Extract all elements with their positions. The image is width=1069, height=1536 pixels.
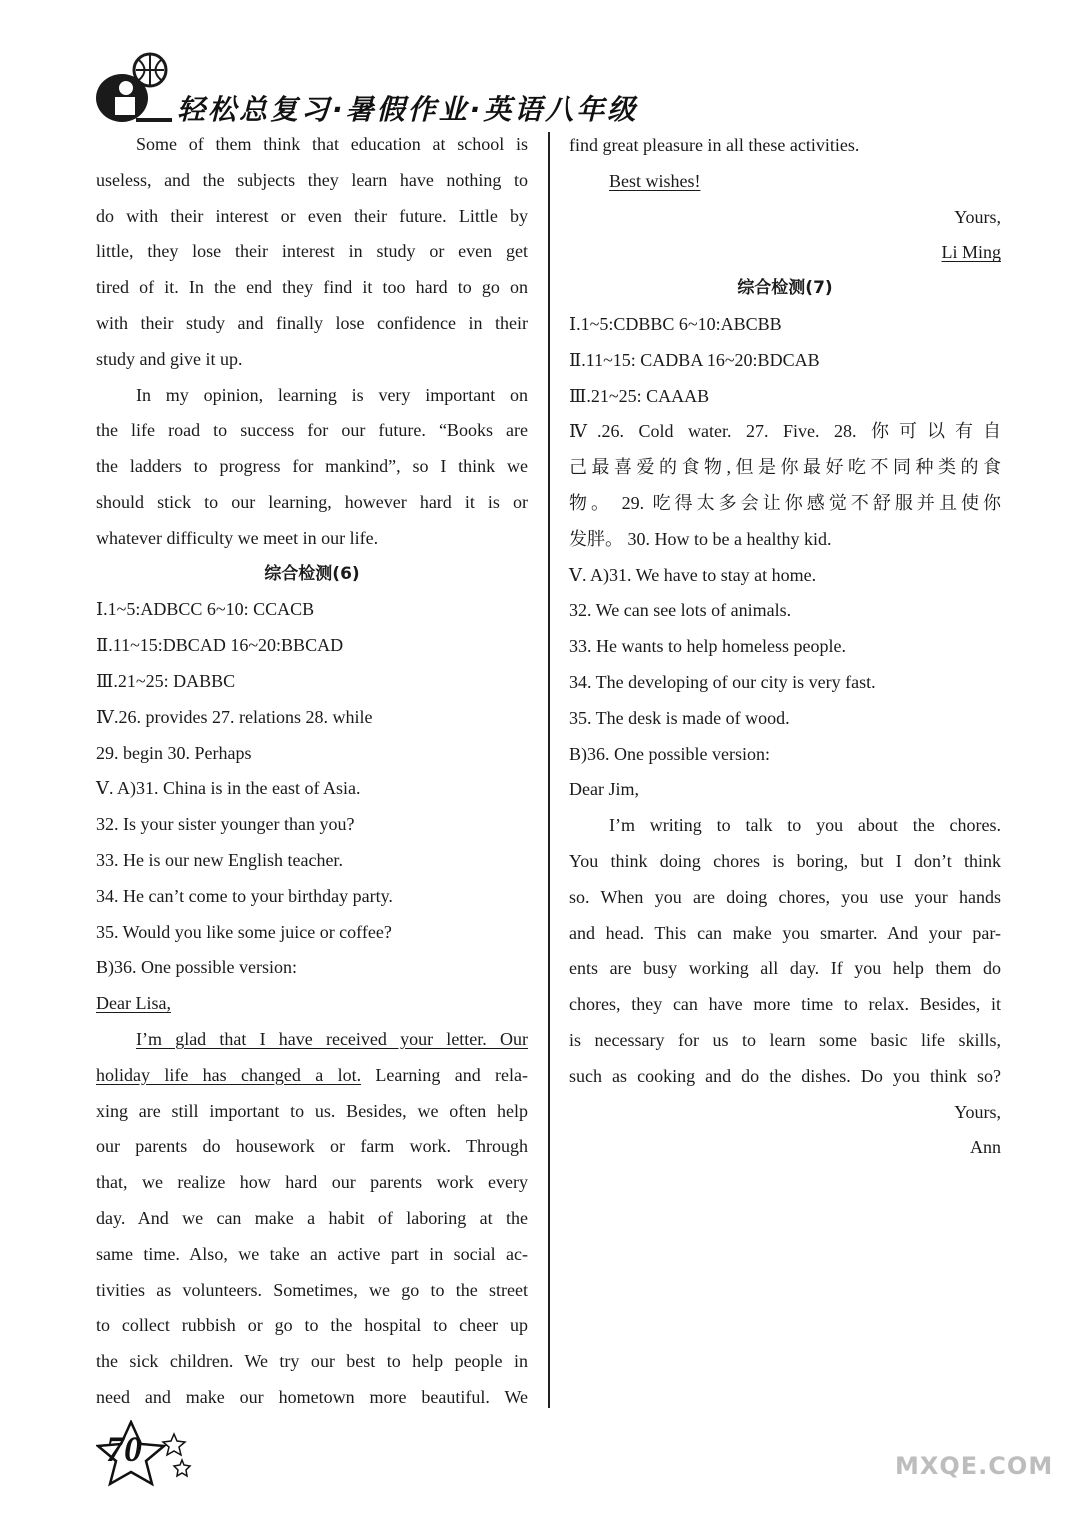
text-line: should stick to our learning, however hard it is or [96, 491, 528, 512]
text-line: Ⅳ.26. provides 27. relations 28. while [96, 706, 373, 727]
text-line: xing are still important to us. Besides, we often help [96, 1100, 528, 1121]
text-line: useless, and the subjects they learn have nothing to [96, 169, 528, 190]
section-heading: 综合检测(6) [264, 563, 360, 584]
text-line: 33. He wants to help homeless people. [569, 636, 846, 657]
text-line: Yours, [954, 206, 1001, 227]
text-line: B)36. One possible version: [96, 957, 297, 978]
text-line: 29. begin 30. Perhaps [96, 742, 252, 763]
text-line: Ⅰ.1~5:CDBBC 6~10:ABCBB [569, 313, 782, 334]
text-line: same time. Also, we take an active part in social ac- [96, 1243, 528, 1264]
text-line: the life road to success for our future. “Books are [96, 420, 528, 441]
text-line: Ⅴ. A)31. China is in the east of Asia. [96, 778, 361, 799]
left-column [96, 127, 528, 1416]
text-line: Ⅲ.21~25: CAAAB [569, 385, 710, 406]
section-heading: 综合检测(7) [737, 278, 833, 299]
text-line: Best wishes! [609, 170, 701, 191]
text-line: Ⅰ.1~5:ADBCC 6~10: CCACB [96, 599, 315, 620]
text-line: 34. The developing of our city is very fast. [569, 671, 876, 692]
text-line: Dear Jim, [569, 779, 639, 800]
text-line: little, they lose their interest in study or even get [96, 241, 528, 262]
text-line: the ladders to progress for mankind”, so I think we [96, 456, 528, 477]
text-line: ents are busy working all day. If you help them do [569, 958, 1001, 979]
text-line: that, we realize how hard our parents work every [96, 1172, 528, 1193]
text-line: the sick children. We try our best to help people in [96, 1351, 528, 1372]
text-line: 物。 29. 吃得太多会让你感觉不舒服并且使你 [569, 492, 1001, 513]
text-line: Ⅱ.11~15: CADBA 16~20:BDCAB [569, 349, 820, 370]
text-line: 33. He is our new English teacher. [96, 849, 343, 870]
text-line: our parents do housework or farm work. Through [96, 1136, 528, 1157]
text-line: to collect rubbish or go to the hospital to cheer up [96, 1315, 528, 1336]
text-line: I’m writing to talk to you about the chores. [609, 815, 1001, 836]
text-line: B)36. One possible version: [569, 743, 770, 764]
header-title: 轻松总复习·暑假作业·英语八年级 [177, 93, 639, 126]
text-line: is necessary for us to learn some basic life skills, [569, 1029, 1001, 1050]
text-line: tired of it. In the end they find it too hard to go on [96, 277, 528, 298]
text-line: 己最喜爱的食物,但是你最好吃不同种类的食 [569, 457, 1001, 478]
text-line: Ⅱ.11~15:DBCAD 16~20:BBCAD [96, 635, 344, 656]
text-line: do with their interest or even their future. Little by [96, 205, 528, 226]
text-line: Ann [970, 1137, 1001, 1158]
right-column [569, 128, 1001, 1166]
text-line: I’m glad that I have received your letter. Our [136, 1028, 528, 1049]
text-line: such as cooking and do the dishes. Do you think so? [569, 1065, 1001, 1086]
text-line: 发胖。 30. How to be a healthy kid. [569, 528, 832, 549]
cartoon-student-with-globe-icon [92, 48, 172, 128]
text-line: Some of them think that education at school is [136, 134, 528, 154]
text-line: tivities as volunteers. Sometimes, we go to the street [96, 1279, 528, 1300]
page-header [92, 40, 712, 130]
text-line: need and make our hometown more beautiful. We [96, 1386, 528, 1407]
text-line: 35. The desk is made of wood. [569, 707, 790, 728]
text-line: with their study and finally lose confidence in their [96, 312, 528, 333]
text-line: holiday life has changed a lot. Learning and rela- [96, 1064, 528, 1085]
text-line: Ⅳ.26. Cold water. 27. Five. 28. 你可以有自 [569, 421, 1001, 442]
text-line: Ⅴ. A)31. We have to stay at home. [569, 564, 817, 585]
text-line: 35. Would you like some juice or coffee? [96, 921, 392, 942]
text-line: whatever difficulty we meet in our life. [96, 527, 379, 548]
text-line: find great pleasure in all these activities. [569, 135, 860, 155]
text-line: day. And we can make a habit of laboring at the [96, 1207, 528, 1228]
text-line: study and give it up. [96, 348, 243, 369]
text-line: and head. This can make you smarter. And your par- [569, 922, 1001, 943]
text-line: Yours, [954, 1101, 1001, 1122]
text-line: 34. He can’t come to your birthday party. [96, 885, 393, 906]
text-line: Ⅲ.21~25: DABBC [96, 670, 236, 691]
text-line: 32. We can see lots of animals. [569, 600, 792, 621]
page-number-badge [96, 1420, 206, 1490]
text-line: 32. Is your sister younger than you? [96, 814, 355, 835]
text-line: Dear Lisa, [96, 993, 171, 1014]
text-line: You think doing chores is boring, but I don’t think [569, 850, 1001, 871]
text-line: In my opinion, learning is very important on [136, 384, 528, 405]
page-number: 70 [106, 1429, 142, 1469]
text-line: Li Ming [941, 242, 1001, 263]
text-line: so. When you are doing chores, you use your hands [569, 886, 1001, 907]
column-divider [548, 132, 550, 1408]
watermark: MXQE.COM [895, 1452, 1054, 1480]
text-line: chores, they can have more time to relax. Besides, it [569, 994, 1001, 1015]
